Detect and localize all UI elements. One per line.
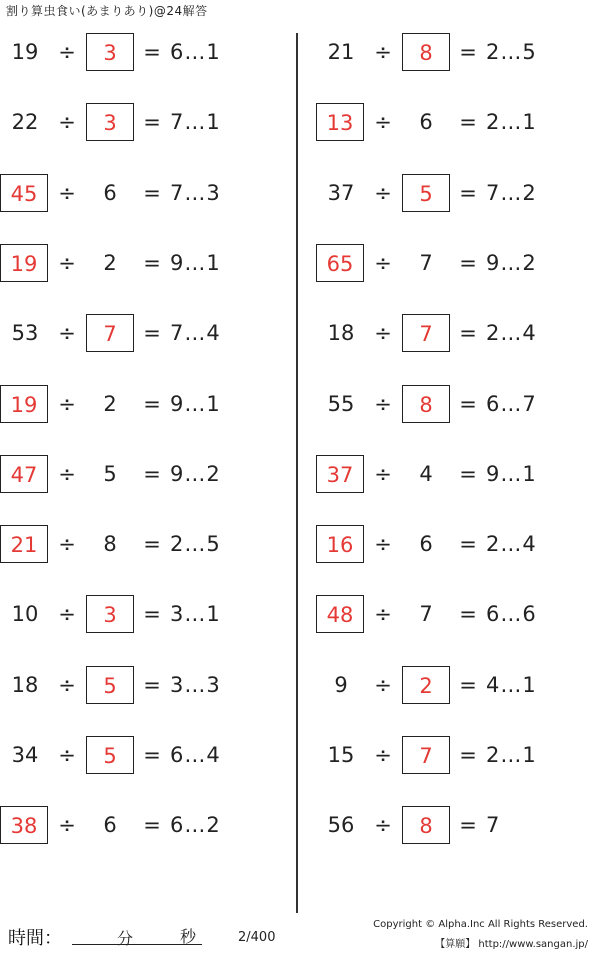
dividend: 13 xyxy=(316,103,364,141)
problem-row xyxy=(316,455,596,493)
problem-row xyxy=(316,385,596,423)
divisor: 2 xyxy=(402,666,450,704)
dividend: 37 xyxy=(327,181,355,205)
divide-sign: ÷ xyxy=(58,532,76,556)
divide-sign: ÷ xyxy=(374,602,392,626)
divisor: 6 xyxy=(103,813,117,837)
divisor: 5 xyxy=(402,174,450,212)
equals-sign: = xyxy=(459,462,477,486)
divide-sign: ÷ xyxy=(374,392,392,416)
equals-sign: = xyxy=(143,321,161,345)
quotient-remainder: 2…4 xyxy=(486,321,537,345)
equals-sign: = xyxy=(459,181,477,205)
site-url: 【算願】 http://www.sangan.jp/ xyxy=(435,939,588,950)
dividend: 47 xyxy=(0,455,48,493)
divisor: 7 xyxy=(419,251,433,275)
divide-sign: ÷ xyxy=(58,462,76,486)
problem-row xyxy=(0,174,280,212)
divide-sign: ÷ xyxy=(374,673,392,697)
divide-sign: ÷ xyxy=(374,743,392,767)
divisor: 6 xyxy=(419,532,433,556)
page-number: 2/400 xyxy=(238,930,276,945)
dividend: 48 xyxy=(316,595,364,633)
divide-sign: ÷ xyxy=(374,181,392,205)
divide-sign: ÷ xyxy=(58,813,76,837)
equals-sign: = xyxy=(459,743,477,767)
quotient-remainder: 2…5 xyxy=(486,40,537,64)
divisor: 7 xyxy=(86,314,134,352)
quotient-remainder: 2…1 xyxy=(486,110,537,134)
divisor: 5 xyxy=(86,736,134,774)
divide-sign: ÷ xyxy=(58,181,76,205)
problem-row xyxy=(0,455,280,493)
quotient-remainder: 9…2 xyxy=(486,251,537,275)
dividend: 19 xyxy=(0,244,48,282)
problem-row xyxy=(0,736,280,774)
quotient-remainder: 7…2 xyxy=(486,181,537,205)
problem-row xyxy=(316,103,596,141)
quotient-remainder: 9…1 xyxy=(486,462,537,486)
problem-row xyxy=(316,806,596,844)
divisor: 2 xyxy=(103,251,117,275)
divisor: 8 xyxy=(402,385,450,423)
divide-sign: ÷ xyxy=(374,40,392,64)
divisor: 8 xyxy=(402,33,450,71)
copyright: Copyright © Alpha.Inc All Rights Reserved. xyxy=(373,919,588,930)
quotient-remainder: 6…6 xyxy=(486,602,537,626)
dividend: 37 xyxy=(316,455,364,493)
equals-sign: = xyxy=(459,813,477,837)
equals-sign: = xyxy=(143,110,161,134)
equals-sign: = xyxy=(143,40,161,64)
time-label: 時間： xyxy=(8,928,62,949)
divide-sign: ÷ xyxy=(374,813,392,837)
problem-row xyxy=(0,33,280,71)
equals-sign: = xyxy=(459,392,477,416)
divide-sign: ÷ xyxy=(58,251,76,275)
divisor: 8 xyxy=(402,806,450,844)
equals-sign: = xyxy=(459,251,477,275)
problem-row xyxy=(316,174,596,212)
problem-row xyxy=(316,244,596,282)
problem-row xyxy=(316,525,596,563)
dividend: 9 xyxy=(334,673,348,697)
divide-sign: ÷ xyxy=(374,532,392,556)
dividend: 65 xyxy=(316,244,364,282)
divide-sign: ÷ xyxy=(58,110,76,134)
problem-row xyxy=(0,595,280,633)
problem-row xyxy=(0,385,280,423)
dividend: 55 xyxy=(327,392,355,416)
equals-sign: = xyxy=(143,602,161,626)
divide-sign: ÷ xyxy=(58,392,76,416)
quotient-remainder: 6…2 xyxy=(170,813,221,837)
divisor: 7 xyxy=(402,314,450,352)
divisor: 2 xyxy=(103,392,117,416)
equals-sign: = xyxy=(143,532,161,556)
quotient-remainder: 6…1 xyxy=(170,40,221,64)
equals-sign: = xyxy=(143,181,161,205)
quotient-remainder: 2…5 xyxy=(170,532,221,556)
equals-sign: = xyxy=(143,251,161,275)
divide-sign: ÷ xyxy=(58,743,76,767)
dividend: 18 xyxy=(327,321,355,345)
quotient-remainder: 7…1 xyxy=(170,110,221,134)
quotient-remainder: 3…1 xyxy=(170,602,221,626)
problem-row xyxy=(316,736,596,774)
dividend: 10 xyxy=(11,602,39,626)
dividend: 22 xyxy=(11,110,39,134)
divide-sign: ÷ xyxy=(58,321,76,345)
second-label: 秒 xyxy=(180,927,197,946)
quotient-remainder: 7…4 xyxy=(170,321,221,345)
problem-row xyxy=(316,666,596,704)
problem-row xyxy=(0,244,280,282)
dividend: 21 xyxy=(327,40,355,64)
equals-sign: = xyxy=(143,462,161,486)
divisor: 3 xyxy=(86,33,134,71)
equals-sign: = xyxy=(459,110,477,134)
problem-row xyxy=(0,103,280,141)
equals-sign: = xyxy=(459,321,477,345)
minute-label: 分 xyxy=(117,929,134,948)
quotient-remainder: 2…4 xyxy=(486,532,537,556)
equals-sign: = xyxy=(459,673,477,697)
problem-row xyxy=(316,314,596,352)
dividend: 38 xyxy=(0,806,48,844)
quotient-remainder: 9…1 xyxy=(170,392,221,416)
divisor: 6 xyxy=(419,110,433,134)
quotient-remainder: 9…1 xyxy=(170,251,221,275)
page-title: 割り算虫食い(あまりあり)@24解答 xyxy=(6,4,208,18)
quotient-remainder: 7 xyxy=(486,813,501,837)
quotient-remainder: 6…7 xyxy=(486,392,537,416)
equals-sign: = xyxy=(459,602,477,626)
equals-sign: = xyxy=(143,813,161,837)
divide-sign: ÷ xyxy=(58,40,76,64)
divisor: 5 xyxy=(103,462,117,486)
dividend: 18 xyxy=(11,673,39,697)
equals-sign: = xyxy=(459,532,477,556)
dividend: 16 xyxy=(316,525,364,563)
problem-row xyxy=(0,314,280,352)
quotient-remainder: 7…3 xyxy=(170,181,221,205)
divisor: 3 xyxy=(86,103,134,141)
equals-sign: = xyxy=(143,743,161,767)
divisor: 4 xyxy=(419,462,433,486)
divisor: 3 xyxy=(86,595,134,633)
dividend: 56 xyxy=(327,813,355,837)
divisor: 6 xyxy=(103,181,117,205)
dividend: 53 xyxy=(11,321,39,345)
divisor: 7 xyxy=(402,736,450,774)
divisor: 5 xyxy=(86,666,134,704)
problem-row xyxy=(316,33,596,71)
dividend: 19 xyxy=(0,385,48,423)
dividend: 45 xyxy=(0,174,48,212)
divide-sign: ÷ xyxy=(58,602,76,626)
divisor: 8 xyxy=(103,532,117,556)
quotient-remainder: 2…1 xyxy=(486,743,537,767)
divisor: 7 xyxy=(419,602,433,626)
quotient-remainder: 9…2 xyxy=(170,462,221,486)
divide-sign: ÷ xyxy=(374,462,392,486)
quotient-remainder: 3…3 xyxy=(170,673,221,697)
divide-sign: ÷ xyxy=(374,110,392,134)
quotient-remainder: 6…4 xyxy=(170,743,221,767)
equals-sign: = xyxy=(143,392,161,416)
problem-row xyxy=(316,595,596,633)
dividend: 19 xyxy=(11,40,39,64)
problem-row xyxy=(0,525,280,563)
equals-sign: = xyxy=(143,673,161,697)
equals-sign: = xyxy=(459,40,477,64)
quotient-remainder: 4…1 xyxy=(486,673,537,697)
dividend: 21 xyxy=(0,525,48,563)
problem-row xyxy=(0,666,280,704)
divide-sign: ÷ xyxy=(58,673,76,697)
column-divider xyxy=(296,33,298,913)
divide-sign: ÷ xyxy=(374,251,392,275)
dividend: 34 xyxy=(11,743,39,767)
problem-row xyxy=(0,806,280,844)
divide-sign: ÷ xyxy=(374,321,392,345)
dividend: 15 xyxy=(327,743,355,767)
